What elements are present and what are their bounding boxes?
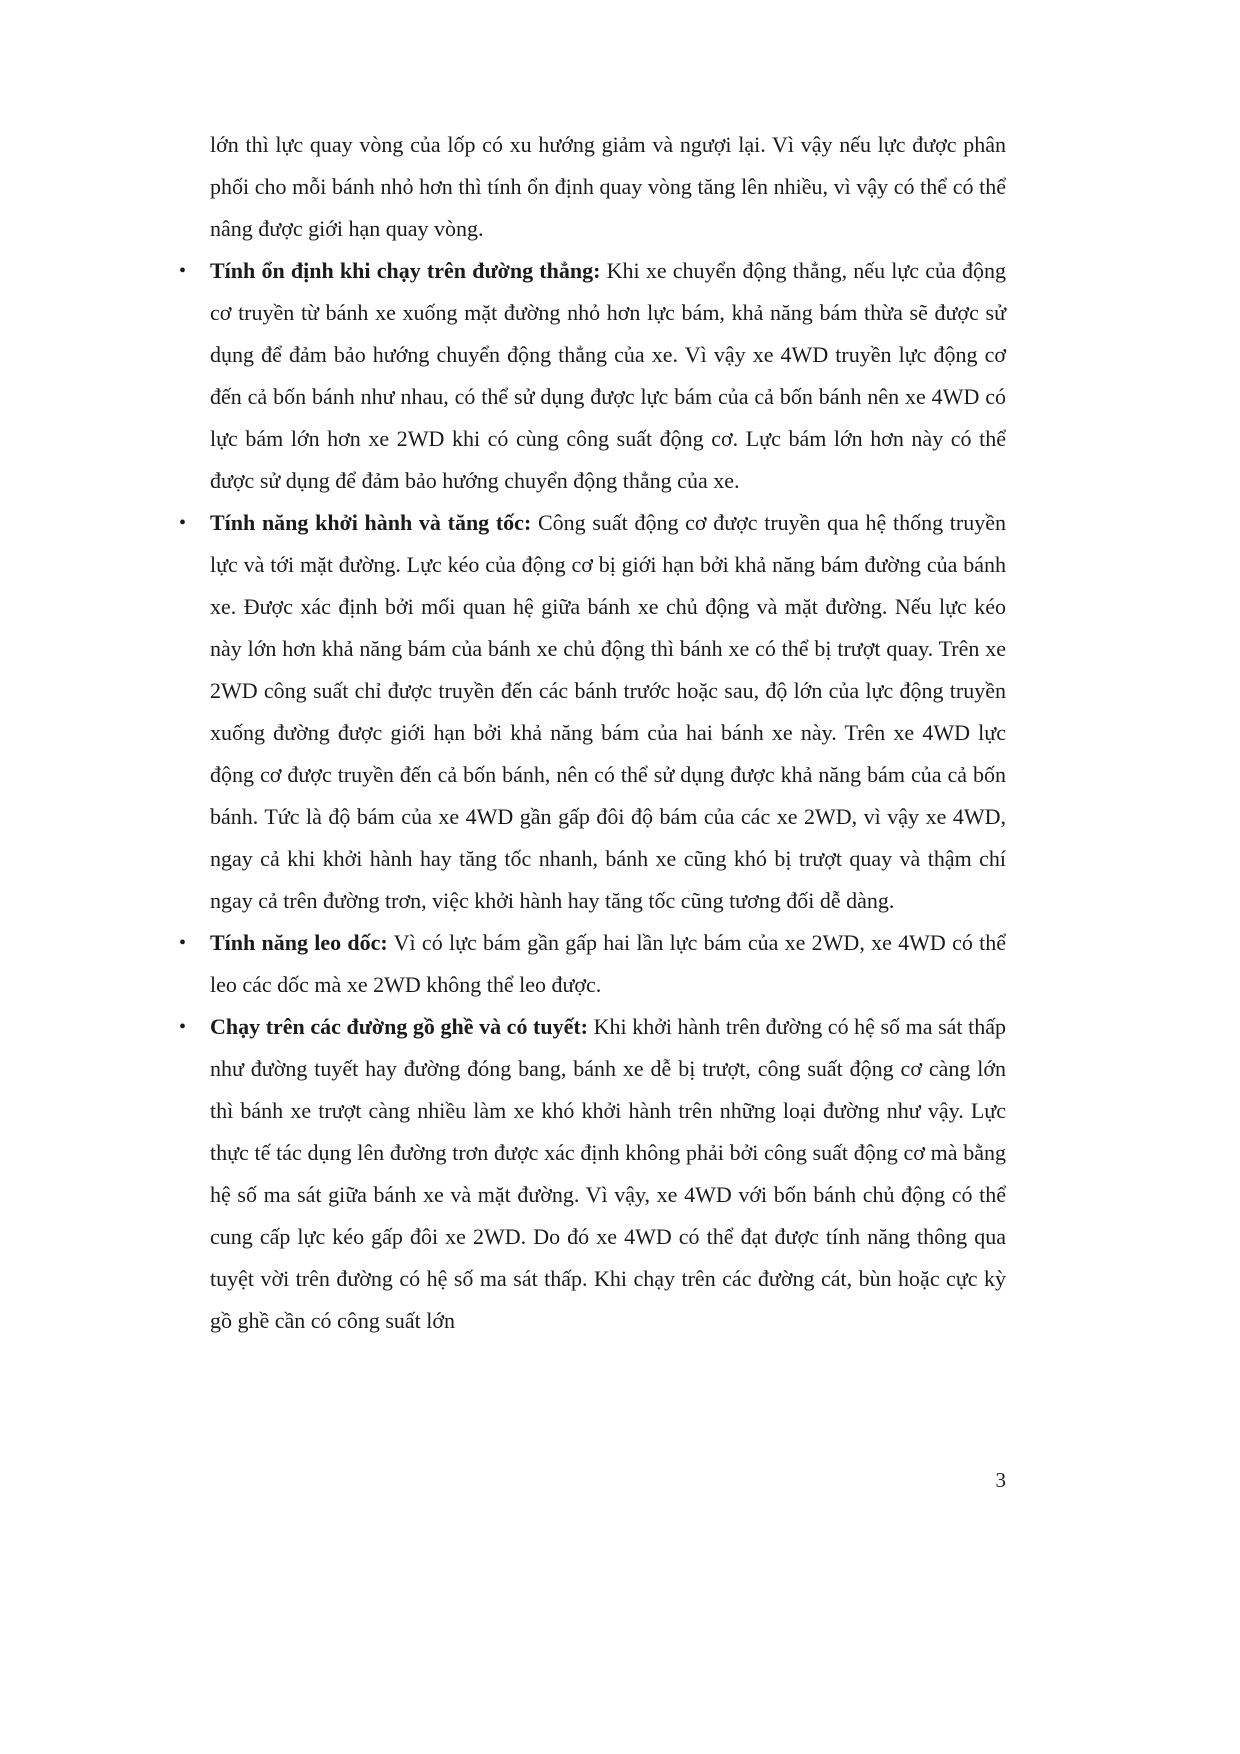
bullet-lead: Tính ổn định khi chạy trên đường thẳng: <box>210 258 601 283</box>
bullet-icon: • <box>179 1016 187 1038</box>
bullet-icon: • <box>179 260 187 282</box>
bullet-body: Khi xe chuyển động thẳng, nếu lực của động cơ truyền từ bánh xe xuống mặt đường nhỏ hơn lực bám, khả năng bám thừa sẽ được sử dụng để đảm bảo hướng chuyển động thẳng của xe. Vì vậy xe 4WD truyền lực động cơ đến cả bốn bánh như nhau, có thể sử dụng được lực bám của cả bốn bánh nên xe 4WD có lực bám lớn hơn xe 2WD khi có cùng công suất động cơ. Lực bám lớn hơn này có thể được sử dụng để đảm bảo hướng chuyển động thẳng của xe. <box>210 258 1007 493</box>
list-item <box>179 250 1007 502</box>
continuation-paragraph: lớn thì lực quay vòng của lốp có xu hướng giảm và ngượi lại. Vì vậy nếu lực được phân phối cho mỗi bánh nhỏ hơn thì tính ổn định quay vòng tăng lên nhiều, vì vậy có thể có thể nâng được giới hạn quay vòng. <box>210 132 1006 241</box>
page-number: 3 <box>995 1468 1006 1492</box>
bullet-lead: Chạy trên các đường gồ ghề và có tuyết: <box>210 1014 589 1039</box>
bullet-list <box>179 250 1007 1342</box>
bullet-lead: Tính năng leo dốc: <box>210 930 388 955</box>
page-content <box>179 124 1007 1342</box>
list-item <box>179 922 1006 1006</box>
bullet-body: Công suất động cơ được truyền qua hệ thống truyền lực và tới mặt đường. Lực kéo của động cơ bị giới hạn bởi khả năng bám đường của bánh xe. Được xác định bởi mối quan hệ giữa bánh xe chủ động và mặt đường. Nếu lực kéo này lớn hơn khả năng bám của bánh xe chủ động thì bánh xe có thể bị trượt quay. Trên xe 2WD công suất chỉ được truyền đến các bánh trước hoặc sau, độ lớn của lực động truyền xuống đường được giới hạn bởi khả năng bám của hai bánh xe này. Trên xe 4WD lực động cơ được truyền đến cả bốn bánh, nên có thể sử dụng được khả năng bám của cả bốn bánh. Tức là độ bám của xe 4WD gần gấp đôi độ bám của các xe 2WD, vì vậy xe 4WD, ngay cả khi khởi hành hay tăng tốc nhanh, bánh xe cũng khó bị trượt quay và thậm chí ngay cả trên đường trơn, việc khởi hành hay tăng tốc cũng tương đối dễ dàng. <box>210 510 1006 913</box>
bullet-lead: Tính năng khởi hành và tăng tốc: <box>210 510 532 535</box>
bullet-body: Khi khởi hành trên đường có hệ số ma sát thấp như đường tuyết hay đường đóng bang, bánh xe dễ bị trượt, công suất động cơ càng lớn thì bánh xe trượt càng nhiều làm xe khó khởi hành trên những loại đường như vậy. Lực thực tế tác dụng lên đường trơn được xác định không phải bởi công suất động cơ mà bằng hệ số ma sát giữa bánh xe và mặt đường. Vì vậy, xe 4WD với bốn bánh chủ động có thể cung cấp lực kéo gấp đôi xe 2WD. Do đó xe 4WD có thể đạt được tính năng thông qua tuyệt vời trên đường có hệ số ma sát thấp. Khi chạy trên các đường cát, bùn hoặc cực kỳ gồ ghề cần có công suất lớn <box>210 1014 1007 1333</box>
list-item <box>179 502 1006 922</box>
bullet-body: Vì có lực bám gần gấp hai lần lực bám của xe 2WD, xe 4WD có thể leo các dốc mà xe 2WD không thể leo được. <box>210 930 1006 997</box>
list-item <box>179 1006 1007 1342</box>
bullet-icon: • <box>179 932 187 954</box>
bullet-icon: • <box>179 512 187 534</box>
